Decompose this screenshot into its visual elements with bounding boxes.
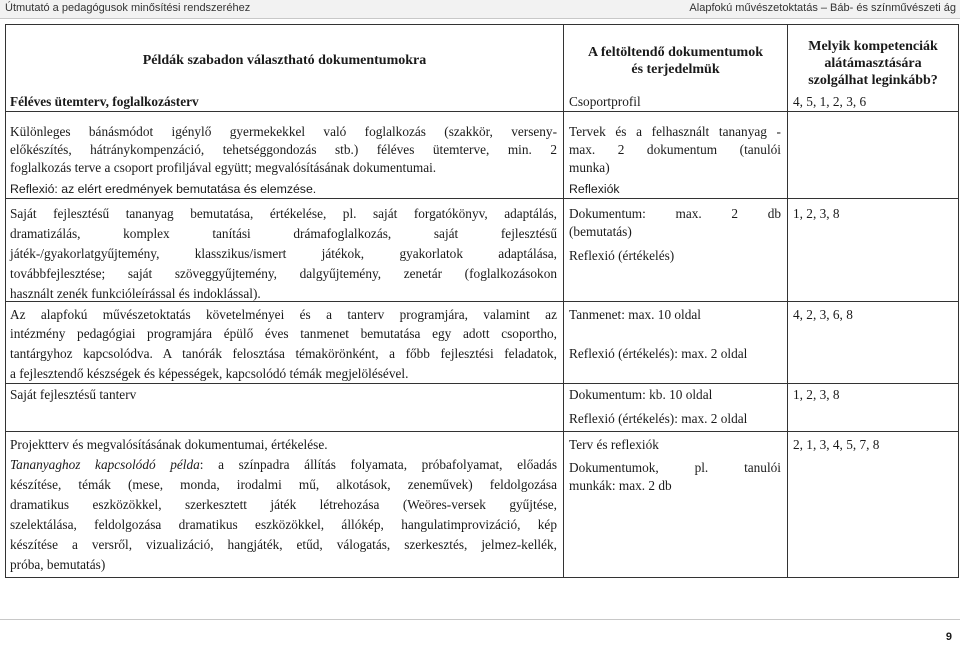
sec5-text-line: szelektálása, feldolgozása dramatikus eszközökkel, állókép, hangulatimprovizáció, kép (10, 517, 557, 532)
sec2-text-line: továbbfejlesztése; saját szöveggyűjtemény, dalgyűjtemény, zenetár (foglalkozásokon (10, 266, 557, 281)
sec4-col2-line: Dokumentum: kb. 10 oldal (569, 387, 713, 402)
sec2-col2-line: (bemutatás) (569, 224, 632, 239)
col3-heading-line1: Melyik kompetenciák (808, 39, 938, 54)
col2-heading-line2: és terjedelmük (631, 62, 720, 77)
sec1-col2-line: Tervek és a felhasznált tananyag - (569, 124, 781, 139)
col1-heading: Példák szabadon választható dokumentumokra (142, 53, 427, 68)
sec4-competencies: 1, 2, 3, 8 (793, 387, 840, 402)
sec3-competencies: 4, 2, 3, 6, 8 (793, 307, 853, 322)
header-left: Útmutató a pedagógusok minősítési rendszeréhez (5, 2, 251, 14)
sec1-reflection-doc: Reflexiók (569, 182, 620, 196)
sec1-col2-line: max. 2 dokumentum (tanulói (569, 142, 781, 157)
page-number: 9 (945, 631, 952, 643)
col2-heading-line1: A feltöltendő dokumentumok (587, 45, 764, 60)
sec2-text-line: dramatizálás, komplex tanítási drámafoglalkozás, saját fejlesztésű (10, 226, 557, 241)
sec1-competencies: 4, 5, 1, 2, 3, 6 (793, 94, 867, 109)
sec1-text-line: előkészítés, hátránykompenzáció, tehetséggondozás stb.) féléves ütemterve, min. 2 (10, 142, 557, 157)
sec2-col2-line: Dokumentum: max. 2 db (569, 206, 781, 221)
sec1-col2-line: munka) (569, 160, 610, 175)
sec5-text-line: készítése a versről, vizualizáció, hangjáték, etűd, válogatás, szerkesztés, jelmez-kellék, (10, 537, 557, 552)
sec5-first-line-rest: : a színpadra állítás folyamata, próbafolyamat, előadás (199, 457, 557, 472)
sec3-text-line: intézmény pedagógiai programjára épülő éves tanmenet bemutatása egy adott csoportho, (10, 326, 557, 341)
sec1-col2-heading: Csoportprofil (569, 94, 641, 109)
sec4-title: Saját fejlesztésű tanterv (10, 387, 137, 402)
sec1-text-line: foglalkozás terve a csoport profiljával együtt; megvalósításának dokumentumai. (10, 160, 437, 175)
footer-divider (0, 619, 960, 620)
sec5-title: Projektterv és megvalósításának dokumentumai, értékelése. (10, 437, 328, 452)
sec5-col2-line: Dokumentumok, pl. tanulói (569, 460, 781, 475)
sec3-text-line: tantárgyhoz kapcsolódva. A tanórák felosztása témakörönként, a főbb fejlesztési feladatok, (10, 346, 557, 361)
sec5-text-line: készítése, témák (mese, monda, irodalmi mű, alkotások, zeneművek) feldolgozása (10, 477, 557, 492)
sec3-text-line: a fejlesztendő készségek és képességek, kapcsolódó témák megjelölésével. (10, 366, 409, 381)
sec5-col2-line: munkák: max. 2 db (569, 478, 672, 493)
sec2-competencies: 1, 2, 3, 8 (793, 206, 840, 221)
sec3-col2-line: Tanmenet: max. 10 oldal (569, 307, 702, 322)
sec5-text-line: próba, bemutatás) (10, 557, 106, 572)
col3-heading-line3: szolgálhat leginkább? (808, 73, 938, 88)
sec3-text-line: Az alapfokú művészetoktatás követelményei és a tanterv programjára, valamint az (10, 307, 557, 322)
sec5-italic-label: Tananyaghoz kapcsolódó példa (10, 457, 200, 472)
sec4-col2-line: Reflexió (értékelés): max. 2 oldal (569, 411, 748, 426)
sec2-col2-line: Reflexió (értékelés) (569, 248, 675, 263)
header-right: Alapfokú művészetoktatás – Báb- és színművészeti ág (689, 2, 956, 14)
sec1-reflection: Reflexió: az elért eredmények bemutatása és elemzése. (10, 182, 317, 196)
sec5-text-line (10, 456, 557, 474)
sec1-title: Féléves ütemterv, foglalkozásterv (10, 94, 199, 109)
sec2-text-line: játék-/gyakorlatgyűjtemény, klasszikus/ismert játékok, gyakorlatok adaptálása, (10, 246, 557, 261)
sec2-text-line: használt zenék funkcióleírással és indoklással). (10, 286, 261, 301)
sec1-text-line: Különleges bánásmódot igénylő gyermekekkel való foglalkozás (szakkör, verseny- (10, 124, 557, 139)
sec5-competencies: 2, 1, 3, 4, 5, 7, 8 (793, 437, 880, 452)
sec3-col2-line: Reflexió (értékelés): max. 2 oldal (569, 346, 748, 361)
sec2-text-line: Saját fejlesztésű tananyag bemutatása, értékelése, pl. saját forgatókönyv, adaptálás, (10, 206, 557, 221)
sec5-text-line: dramatikus eszközökkel, szerkesztett játék létrehozása (Weöres-versek gyűjtése, (10, 497, 557, 512)
sec5-col2-line: Terv és reflexiók (569, 437, 659, 452)
col3-heading-line2: alátámasztására (824, 56, 922, 71)
